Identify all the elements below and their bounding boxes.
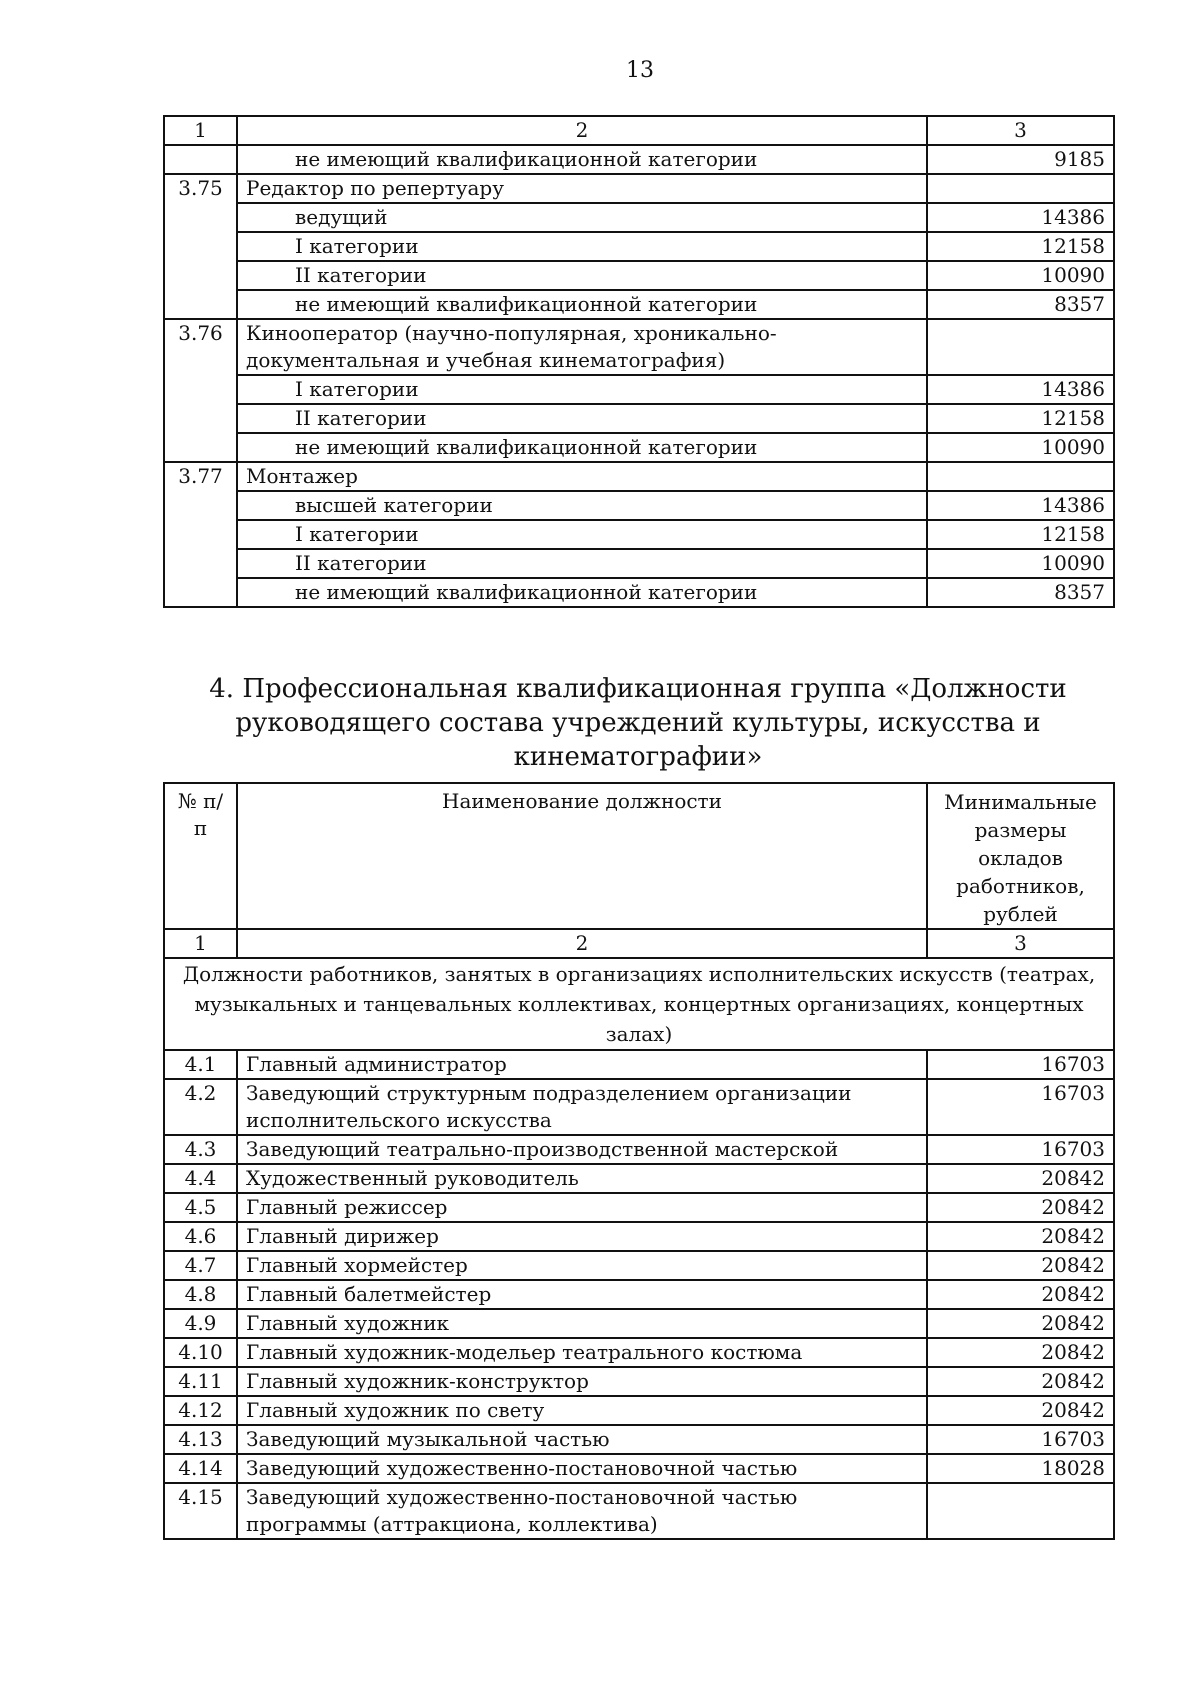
position-name: Главный балетмейстер: [237, 1280, 927, 1309]
salary-value: 14386: [927, 375, 1114, 404]
row-number: 3.76: [164, 319, 237, 375]
salary-value: 9185: [927, 145, 1114, 174]
table-row: [164, 1396, 1114, 1425]
salary-value: 14386: [927, 203, 1114, 232]
table-row: [164, 491, 1114, 520]
position-name: не имеющий квалификационной категории: [237, 578, 927, 607]
header-number: № п/п: [164, 783, 237, 929]
salary-table-continued: [163, 115, 1115, 608]
row-number: 4.15: [164, 1483, 237, 1539]
position-name: не имеющий квалификационной категории: [237, 145, 927, 174]
row-number: 4.9: [164, 1309, 237, 1338]
table-row: [164, 1193, 1114, 1222]
row-number: [164, 290, 237, 319]
row-number: 4.14: [164, 1454, 237, 1483]
salary-value: 16703: [927, 1050, 1114, 1079]
table-row: [164, 1251, 1114, 1280]
position-name: Редактор по репертуару: [237, 174, 927, 203]
position-name: Главный художник: [237, 1309, 927, 1338]
salary-value: 20842: [927, 1367, 1114, 1396]
row-number: [164, 232, 237, 261]
page-number: 13: [626, 58, 654, 83]
table-row: [164, 520, 1114, 549]
row-number: [164, 491, 237, 520]
position-name: Заведующий структурным подразделением организации исполнительского искусства: [237, 1079, 927, 1135]
salary-value: 20842: [927, 1193, 1114, 1222]
position-name: I категории: [237, 375, 927, 404]
table-row: [164, 1079, 1114, 1135]
position-name: высшей категории: [237, 491, 927, 520]
group-heading-row: [164, 958, 1114, 1050]
column-number-1: 1: [164, 116, 237, 145]
salary-value: 20842: [927, 1338, 1114, 1367]
row-number: 4.13: [164, 1425, 237, 1454]
salary-value: 16703: [927, 1425, 1114, 1454]
salary-value: 20842: [927, 1396, 1114, 1425]
row-number: [164, 520, 237, 549]
row-number: 4.5: [164, 1193, 237, 1222]
position-name: I категории: [237, 232, 927, 261]
salary-value: 20842: [927, 1222, 1114, 1251]
salary-value: 20842: [927, 1309, 1114, 1338]
table-row: [164, 1483, 1114, 1539]
position-name: Главный хормейстер: [237, 1251, 927, 1280]
row-number: [164, 203, 237, 232]
position-name: Заведующий художественно-постановочной частью программы (аттракциона, коллектива): [237, 1483, 927, 1539]
row-number: [164, 375, 237, 404]
salary-value: 12158: [927, 404, 1114, 433]
salary-table-section-4: [163, 782, 1115, 1540]
table-row: [164, 462, 1114, 491]
row-number: 3.77: [164, 462, 237, 491]
table-row: [164, 375, 1114, 404]
table-row: [164, 1135, 1114, 1164]
row-number: 4.3: [164, 1135, 237, 1164]
column-number-3: 3: [927, 116, 1114, 145]
column-number-1: 1: [164, 929, 237, 958]
position-name: Заведующий художественно-постановочной частью: [237, 1454, 927, 1483]
position-name: Заведующий театрально-производственной мастерской: [237, 1135, 927, 1164]
group-heading: Должности работников, занятых в организациях исполнительских искусств (театрах, музыкальных и танцевальных коллективах, концертных организациях, концертных залах): [164, 958, 1114, 1050]
position-name: Главный режиссер: [237, 1193, 927, 1222]
row-number: 4.1: [164, 1050, 237, 1079]
table-row: [164, 1367, 1114, 1396]
position-name: Кинооператор (научно-популярная, хроникально-документальная и учебная кинематография): [237, 319, 927, 375]
position-name: Заведующий музыкальной частью: [237, 1425, 927, 1454]
table-row: [164, 404, 1114, 433]
position-name: II категории: [237, 549, 927, 578]
row-number: 3.75: [164, 174, 237, 203]
table-row: [164, 261, 1114, 290]
position-name: II категории: [237, 404, 927, 433]
table-row: [164, 1309, 1114, 1338]
row-number: 4.8: [164, 1280, 237, 1309]
header-position-name: Наименование должности: [237, 783, 927, 929]
position-name: Главный художник по свету: [237, 1396, 927, 1425]
table-header-row: [164, 783, 1114, 929]
row-number: [164, 578, 237, 607]
table-row: [164, 203, 1114, 232]
salary-value: [927, 462, 1114, 491]
position-name: Главный художник-модельер театрального костюма: [237, 1338, 927, 1367]
salary-value: [927, 1483, 1114, 1539]
salary-value: 10090: [927, 549, 1114, 578]
position-name: Монтажер: [237, 462, 927, 491]
salary-value: 12158: [927, 520, 1114, 549]
table-row: [164, 174, 1114, 203]
position-name: не имеющий квалификационной категории: [237, 433, 927, 462]
column-number-2: 2: [237, 116, 927, 145]
row-number: 4.2: [164, 1079, 237, 1135]
table-row: [164, 1280, 1114, 1309]
table-row: [164, 145, 1114, 174]
position-name: I категории: [237, 520, 927, 549]
section-title: 4. Профессиональная квалификационная группа «Должности руководящего состава учреждений культуры, искусства и кинематографии»: [209, 674, 1067, 772]
position-name: Главный дирижер: [237, 1222, 927, 1251]
salary-value: 12158: [927, 232, 1114, 261]
table-row: [164, 1050, 1114, 1079]
table-row: [164, 1222, 1114, 1251]
table-row: [164, 578, 1114, 607]
salary-value: 16703: [927, 1135, 1114, 1164]
salary-value: 16703: [927, 1079, 1114, 1135]
row-number: 4.6: [164, 1222, 237, 1251]
salary-value: 20842: [927, 1251, 1114, 1280]
salary-value: 18028: [927, 1454, 1114, 1483]
table-row: [164, 433, 1114, 462]
position-name: Главный художник-конструктор: [237, 1367, 927, 1396]
column-number-row: [164, 116, 1114, 145]
table-row: [164, 290, 1114, 319]
table-row: [164, 549, 1114, 578]
table-row: [164, 1164, 1114, 1193]
row-number: 4.7: [164, 1251, 237, 1280]
table-row: [164, 1338, 1114, 1367]
column-number-2: 2: [237, 929, 927, 958]
row-number: [164, 145, 237, 174]
row-number: [164, 261, 237, 290]
header-min-salary: Минимальные размеры окладов работников, рублей: [927, 783, 1114, 929]
position-name: Главный администратор: [237, 1050, 927, 1079]
position-name: Художественный руководитель: [237, 1164, 927, 1193]
salary-value: [927, 174, 1114, 203]
table-row: [164, 1454, 1114, 1483]
row-number: 4.11: [164, 1367, 237, 1396]
salary-value: 20842: [927, 1164, 1114, 1193]
row-number: [164, 433, 237, 462]
salary-value: 10090: [927, 261, 1114, 290]
salary-value: 20842: [927, 1280, 1114, 1309]
table-row: [164, 232, 1114, 261]
table-row: [164, 319, 1114, 375]
row-number: [164, 549, 237, 578]
row-number: 4.12: [164, 1396, 237, 1425]
salary-value: 8357: [927, 578, 1114, 607]
row-number: 4.10: [164, 1338, 237, 1367]
position-name: II категории: [237, 261, 927, 290]
row-number: [164, 404, 237, 433]
salary-value: 14386: [927, 491, 1114, 520]
salary-value: 10090: [927, 433, 1114, 462]
table-row: [164, 1425, 1114, 1454]
salary-value: 8357: [927, 290, 1114, 319]
position-name: ведущий: [237, 203, 927, 232]
column-number-row: [164, 929, 1114, 958]
row-number: 4.4: [164, 1164, 237, 1193]
position-name: не имеющий квалификационной категории: [237, 290, 927, 319]
salary-value: [927, 319, 1114, 375]
column-number-3: 3: [927, 929, 1114, 958]
